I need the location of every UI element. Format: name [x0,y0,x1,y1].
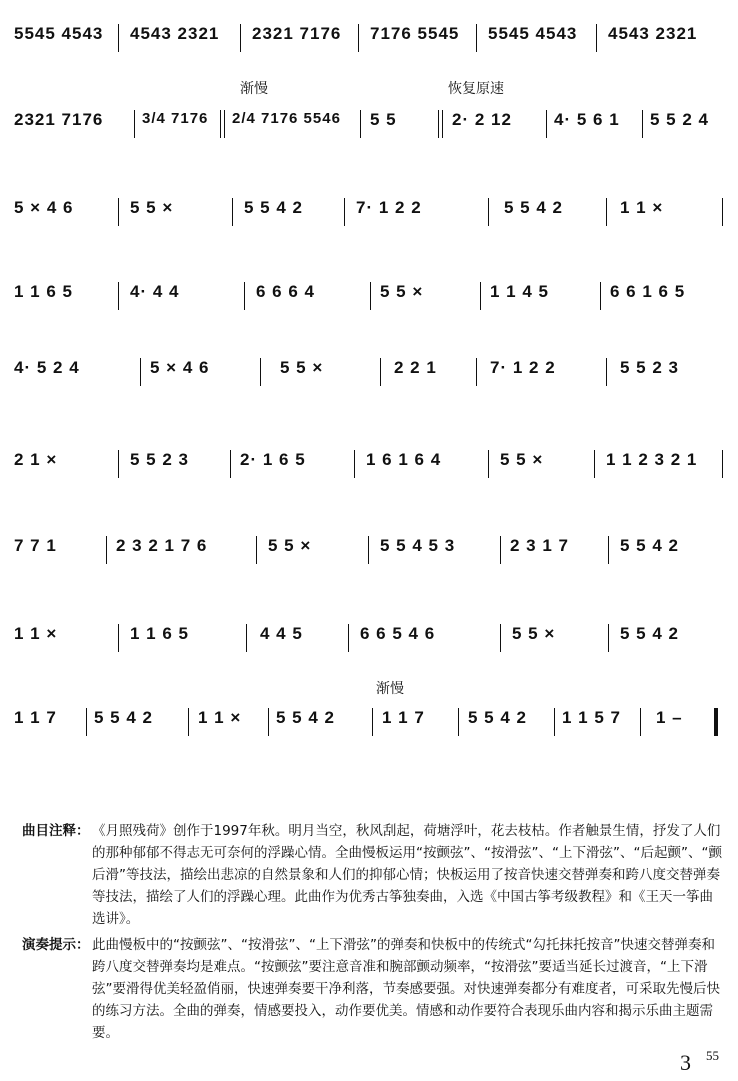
measure: 7· 1 2 2 [356,198,422,217]
measure: 4543 2321 [608,24,698,43]
measure: 1 1 × [198,708,242,727]
page-mark: 3 [680,1050,691,1075]
measure: 5 5 4 5 3 [380,536,456,555]
barline [358,24,359,52]
measure: 1 1 7 [382,708,425,727]
annotation-block [22,820,722,930]
barline [140,358,141,386]
barline [596,24,597,52]
measure: 6 6 1 6 5 [610,282,686,301]
page-number: 55 [706,1048,719,1063]
measure: 5 5 × [130,198,174,217]
barline [594,450,595,478]
barline [134,110,135,138]
measure: 5 5 2 4 [650,110,709,129]
barline [106,536,107,564]
measure: 2· 2 12 [452,110,512,129]
barline [438,110,439,138]
score-system-3 [10,192,726,232]
tempo-marking-slow-end: 渐慢 [376,681,404,697]
measure: 5 5 × [280,358,324,377]
measure: 7176 5545 [370,24,460,43]
measure: 5 5 4 2 [468,708,527,727]
barline [722,198,723,226]
barline [220,110,221,138]
measure: 2 3 2 1 7 6 [116,536,208,555]
measure: 7· 1 2 2 [490,358,556,377]
barline [488,450,489,478]
barline [608,536,609,564]
score-system-2 [10,104,726,144]
barline [500,536,501,564]
barline [368,536,369,564]
measure: 2321 7176 [252,24,342,43]
measure: 5 5 × [380,282,424,301]
barline [230,450,231,478]
measure: 4· 4 4 [130,282,180,301]
tempo-marking-resume: 恢复原速 [448,81,504,97]
measure: 1 1 × [14,624,58,643]
barline [256,536,257,564]
barline [500,624,501,652]
measure: 1 1 6 5 [130,624,189,643]
barline [640,708,641,736]
measure: 5 5 [370,110,397,129]
measure: 2· 1 6 5 [240,450,306,469]
barline [642,110,643,138]
barline [722,450,723,478]
score-system-5 [10,352,726,392]
measure: 1 1 7 [14,708,57,727]
barline [118,450,119,478]
barline [476,358,477,386]
annotation-label: 曲目注释： [22,823,90,839]
measure: 5 5 2 3 [620,358,679,377]
measure: 5 5 × [268,536,312,555]
measure: 5 × 4 6 [150,358,210,377]
barline [370,282,371,310]
tips-block [22,934,722,1044]
barline [246,624,247,652]
measure: 3/4 7176 [142,110,209,127]
tips-label: 演奏提示： [22,937,90,953]
measure: 2 3 1 7 [510,536,569,555]
score-system-9 [10,702,726,742]
barline [546,110,547,138]
barline [360,110,361,138]
measure: 5 5 × [512,624,556,643]
barline [480,282,481,310]
score-system-1 [10,18,726,58]
measure: 5 5 4 2 [620,624,679,643]
barline [608,624,609,652]
measure: 4· 5 6 1 [554,110,620,129]
barline [86,708,87,736]
barline [606,198,607,226]
barline [488,198,489,226]
measure: 5 × 4 6 [14,198,74,217]
notes-section [22,820,722,1048]
measure: 1 1 × [620,198,664,217]
measure: 1 1 5 7 [562,708,621,727]
barline [118,24,119,52]
measure: 5 5 4 2 [276,708,335,727]
barline [232,198,233,226]
barline [600,282,601,310]
measure: 2/4 7176 5546 [232,110,341,127]
barline [260,358,261,386]
measure: 4 4 5 [260,624,303,643]
measure: 2321 7176 [14,110,104,129]
score-system-6 [10,444,726,484]
barline [118,198,119,226]
barline [476,24,477,52]
measure: 2 2 1 [394,358,437,377]
barline [348,624,349,652]
measure: 5 5 4 2 [94,708,153,727]
measure: 5 5 2 3 [130,450,189,469]
barline [240,24,241,52]
measure: 1 1 4 5 [490,282,549,301]
annotation-text: 《月照残荷》创作于1997年秋。明月当空，秋风刮起，荷塘浮叶，花去枝枯。作者触景生情，抒发了人们的那种郁郁不得志无可奈何的浮躁心情。全曲慢板运用“按颤弦”、“按滑弦”、“上下滑弦”、“后起颤”、“颤后滑”等技法，描绘出悲凉的自然景象和人们的抑郁心情；快板运用了按音快速交替弹奏和跨八度交替弹奏等技法，描绘了人们的浮躁心理。此曲作为优秀古筝独奏曲，入选《中国古筝考级教程》和《王天一筝曲选讲》。 [92,823,722,927]
measure: 4· 5 2 4 [14,358,80,377]
measure: 1 6 1 6 4 [366,450,442,469]
barline [244,282,245,310]
score-system-8 [10,618,726,658]
barline [606,358,607,386]
measure: 5545 4543 [14,24,104,43]
measure: 5 5 4 2 [244,198,303,217]
barline [344,198,345,226]
barline [118,624,119,652]
measure: 1 – [656,708,683,727]
barline [380,358,381,386]
score-system-4 [10,276,726,316]
measure: 5545 4543 [488,24,578,43]
barline [354,450,355,478]
measure: 5 5 4 2 [504,198,563,217]
measure: 7 7 1 [14,536,57,555]
measure: 4543 2321 [130,24,220,43]
barline [554,708,555,736]
measure: 6 6 5 4 6 [360,624,436,643]
final-barline [714,708,718,736]
barline [188,708,189,736]
barline [372,708,373,736]
tips-text: 此曲慢板中的“按颤弦”、“按滑弦”、“上下滑弦”的弹奏和快板中的传统式“勾托抹托按音”快速交替弹奏和跨八度交替弹奏均是难点。“按颤弦”要注意音准和腕部颤动频率，“按滑弦”要适当延长过渡音，“上下滑弦”要滑得优美轻盈俏丽，快速弹奏要干净利落，节奏感要强。对快速弹奏都分有难度者，可采取先慢后快的练习方法。全曲的弹奏，情感要投入，动作要优美。情感和动作要符合表现乐曲内容和揭示乐曲主题需要。 [92,937,720,1041]
measure: 1 1 6 5 [14,282,73,301]
measure: 5 5 × [500,450,544,469]
barline [458,708,459,736]
measure: 2 1 × [14,450,58,469]
measure: 6 6 6 4 [256,282,315,301]
barline [118,282,119,310]
score-system-7 [10,530,726,570]
measure: 5 5 4 2 [620,536,679,555]
tempo-marking-slow: 渐慢 [240,81,268,97]
measure: 1 1 2 3 2 1 [606,450,698,469]
barline [268,708,269,736]
